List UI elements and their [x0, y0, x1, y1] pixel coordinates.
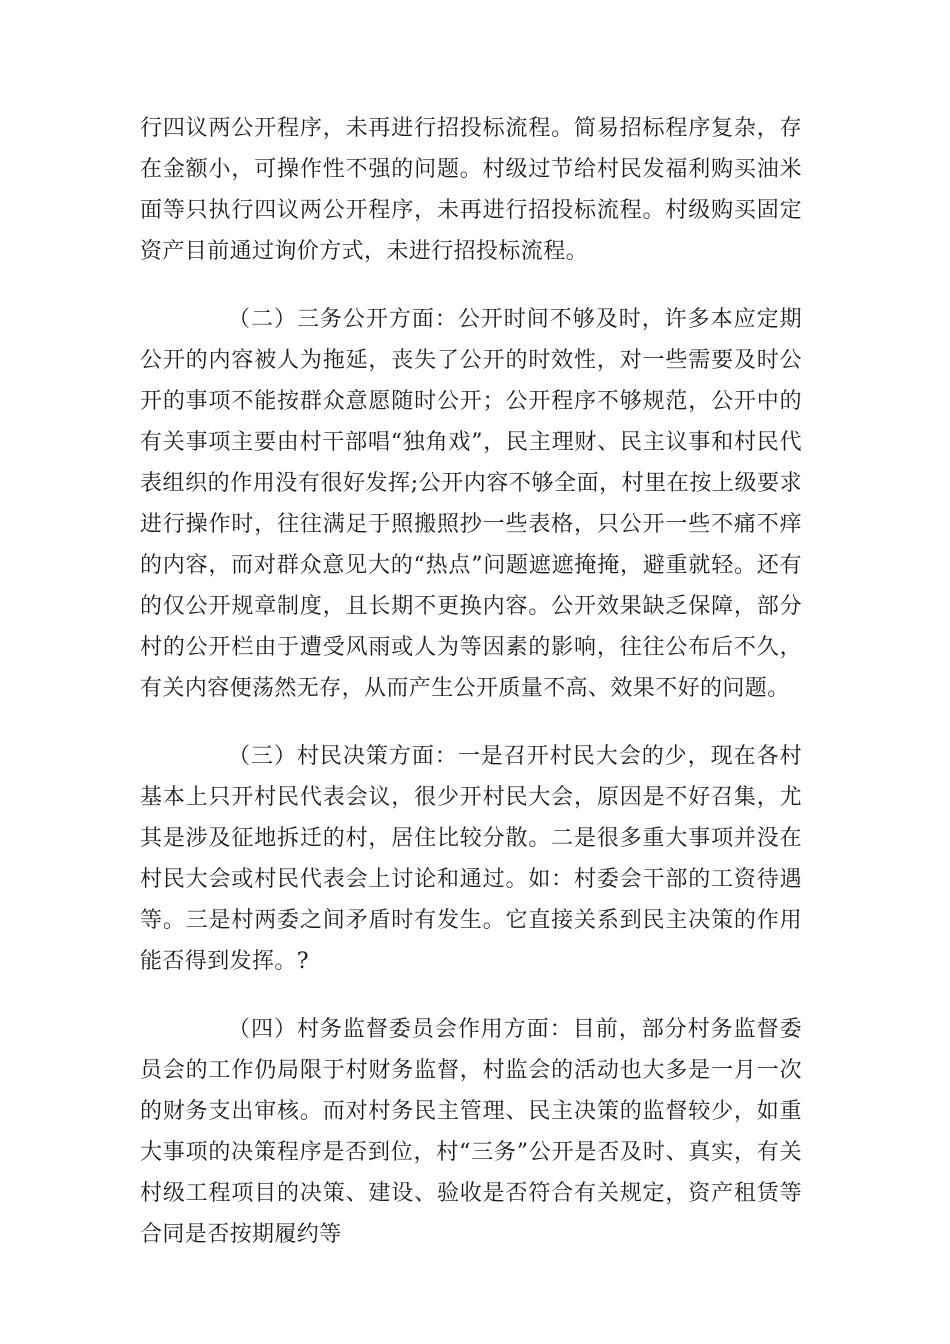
paragraph-continuation: 行四议两公开程序，未再进行招投标流程。简易招标程序复杂，存在金额小，可操作性不强的问题。村级过节给村民发福利购买油米面等只执行四议两公开程序，未再进行招投标流程。村级购买固定资产目前通过询价方式，未进行招投标流程。 — [140, 116, 802, 264]
paragraph-spacer — [140, 272, 802, 299]
document-body — [140, 108, 802, 1255]
paragraph-spacer — [140, 709, 802, 736]
paragraph-spacer — [140, 982, 802, 1009]
paragraph-section-4: （四）村务监督委员会作用方面：目前，部分村务监督委员会的工作仍局限于村财务监督，村监会的活动也大多是一月一次的财务支出审核。而对村务民主管理、民主决策的监督较少，如重大事项的决策程序是否到位，村“三务”公开是否及时、真实，有关村级工程项目的决策、建设、验收是否符合有关规定，资产租赁等合同是否按期履约等 — [140, 1017, 802, 1247]
paragraph-section-3: （三）村民决策方面：一是召开村民大会的少，现在各村基本上只开村民代表会议，很少开村民大会，原因是不好召集，尤其是涉及征地拆迁的村，居住比较分散。二是很多重大事项并没在村民大会或村民代表会上讨论和通过。如：村委会干部的工资待遇等。三是村两委之间矛盾时有发生。它直接关系到民主决策的作用能否得到发挥。? — [140, 744, 802, 974]
paragraph-section-2: （二）三务公开方面：公开时间不够及时，许多本应定期公开的内容被人为拖延，丧失了公开的时效性，对一些需要及时公开的事项不能按群众意愿随时公开；公开程序不够规范，公开中的有关事项主要由村干部唱“独角戏”，民主理财、民主议事和村民代表组织的作用没有很好发挥;公开内容不够全面，村里在按上级要求进行操作时，往往满足于照搬照抄一些表格，只公开一些不痛不痒的内容，而对群众意见大的“热点”问题遮遮掩掩，避重就轻。还有的仅公开规章制度，且长期不更换内容。公开效果缺乏保障，部分村的公开栏由于遭受风雨或人为等因素的影响，往往公布后不久，有关内容便荡然无存，从而产生公开质量不高、效果不好的问题。 — [140, 307, 802, 701]
